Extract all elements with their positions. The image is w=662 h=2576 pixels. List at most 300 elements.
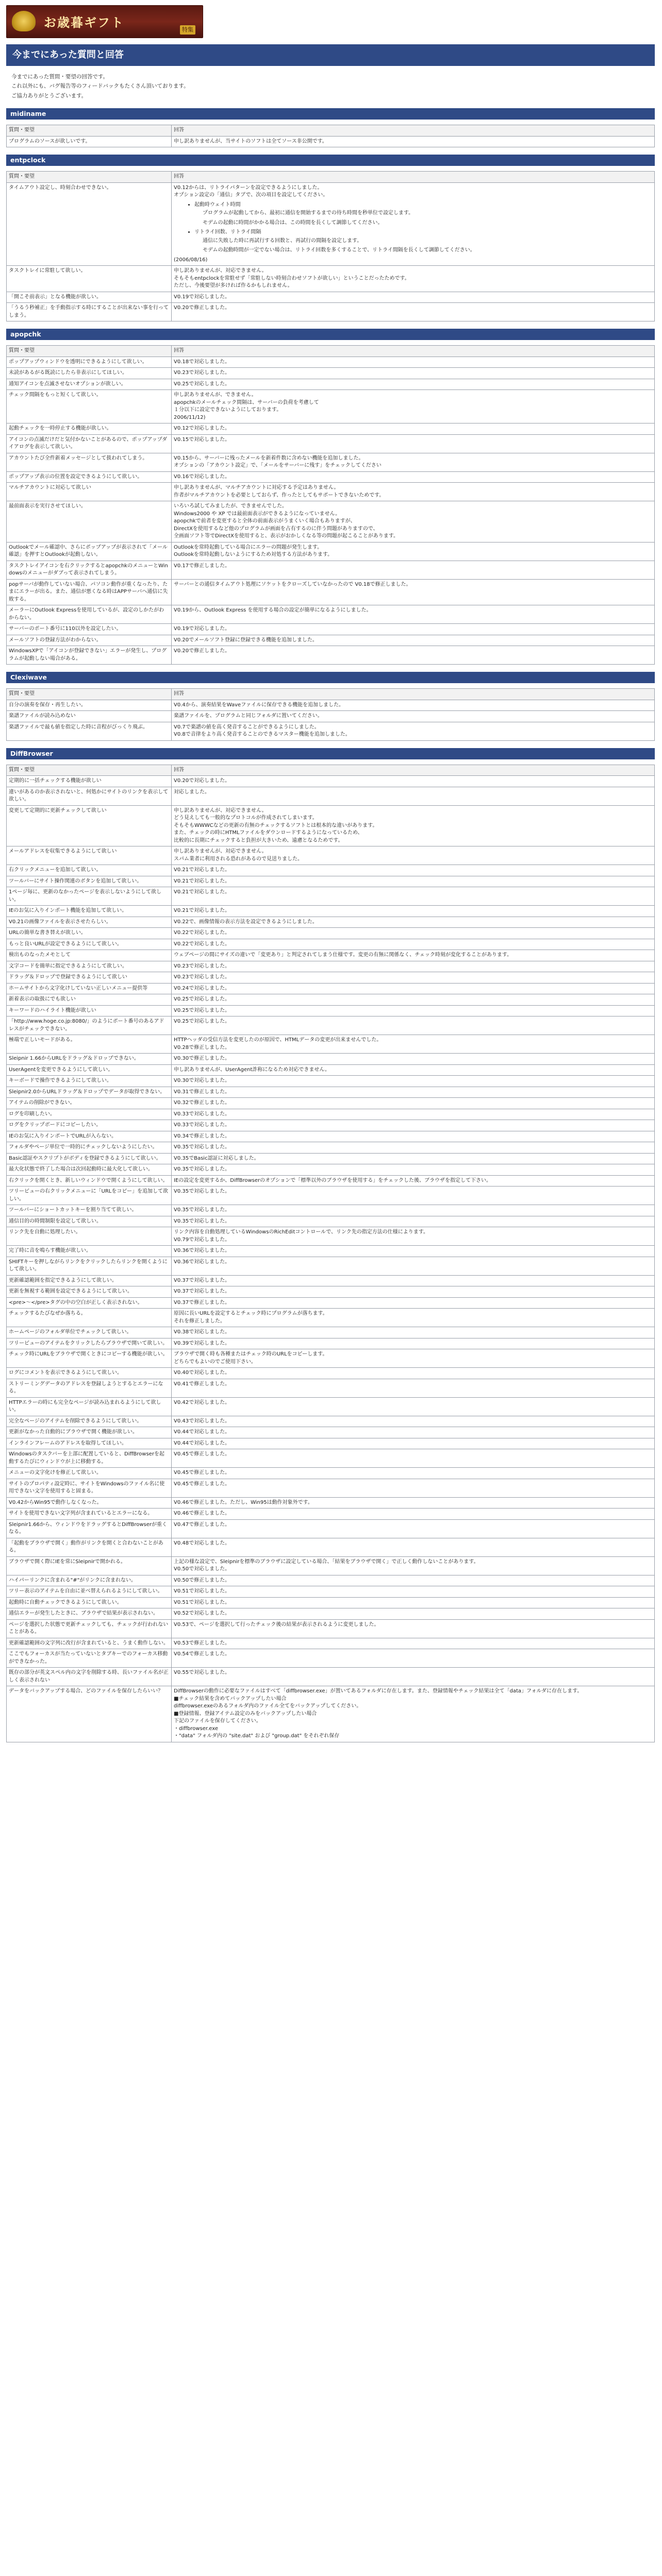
answer-cell (172, 379, 655, 390)
answer-line: V0.17で修正しました。 (174, 563, 230, 569)
question-cell: WindowsXPで「アイコンが登録できない」エラーが発生し、プログラムが起動しない場合がある。 (7, 646, 172, 665)
answer-line: V0.25で対応しました。 (174, 996, 230, 1002)
table-header-row (7, 765, 655, 776)
question-cell: IEのお気に入りインポートでURLが入らない。 (7, 1131, 172, 1142)
question-cell: マルチアカウントに対応して欲しい (7, 483, 172, 501)
answer-cell (172, 1153, 655, 1164)
answer-line: どう見えしても一般的なプロトコルが作成されてしまいます。 (174, 815, 318, 821)
qa-table-midiname (6, 125, 655, 147)
question-cell: メールソフトの登録方法がわからない。 (7, 635, 172, 646)
question-cell: ブラウザで開く際にIEを常にSleipnirで開かれる。 (7, 1556, 172, 1575)
answer-line: 申し訳ありませんが、できません。 (174, 392, 257, 398)
table-row (7, 1297, 655, 1309)
question-cell: URLの簡単な書き替えが欲しい。 (7, 928, 172, 939)
table-header-row (7, 172, 655, 183)
answer-line: ウェブページの間にサイズの違いで「変更あり」と判定されてしまう仕様です。変更の有無に関係なく、チェック時刻が変化することがあります。 (174, 952, 512, 958)
answer-line: V0.15で対応しました。 (174, 436, 230, 443)
question-cell: メニューの文字化けを修正して欲しい。 (7, 1468, 172, 1479)
answer-cell (172, 1227, 655, 1246)
answer-line: 申し訳ありませんが、当サイトのソフトは全てソース非公開です。 (174, 138, 327, 144)
question-cell: ログにコメントを表示できるようにして欲しい。 (7, 1368, 172, 1379)
table-row (7, 1338, 655, 1349)
answer-cell (172, 1438, 655, 1449)
table-row (7, 1227, 655, 1246)
table-row (7, 635, 655, 646)
answer-cell (172, 1686, 655, 1742)
answer-cell (172, 865, 655, 876)
question-cell: リンク先を自動に処理したい。 (7, 1227, 172, 1246)
question-cell: チェック間隔をもっと短くして欲しい。 (7, 390, 172, 423)
answer-cell (172, 292, 655, 303)
intro-line: ご協力ありがとうございます。 (11, 92, 87, 99)
table-row (7, 700, 655, 711)
table-row (7, 950, 655, 961)
answer-cell (172, 453, 655, 471)
table-row (7, 1187, 655, 1205)
answer-line: V0.37で対応しました。 (174, 1277, 230, 1283)
answer-line: V0.12からは、リトライパターンを設定できるようにしました。 (174, 184, 323, 191)
table-row (7, 579, 655, 605)
table-row (7, 292, 655, 303)
question-cell: popサーバが動作していない場合、パソコン動作が重くなったり、たまにエラーが出る。また、通信が悪くなる時はAPPサーバへ通信に失敗する。 (7, 579, 172, 605)
question-cell: 「開こそ前表示」となる機能が欲しい。 (7, 292, 172, 303)
answer-line: 申し訳ありませんが、UserAgent詐称になるため対応できません。 (174, 1066, 330, 1073)
answer-cell (172, 1275, 655, 1286)
answer-line: リンク内容を自動処理しているWindowsのRichEditコントロールで、リンク先の指定方法の仕様によります。 (174, 1229, 428, 1235)
answer-cell (172, 1468, 655, 1479)
answer-cell (172, 1638, 655, 1649)
table-row (7, 1275, 655, 1286)
answer-line: V0.42で対応しました。 (174, 1399, 230, 1405)
answer-line: V0.44で対応しました。 (174, 1440, 230, 1446)
answer-line: V0.53で修正しました。 (174, 1640, 230, 1646)
answer-line: V0.35で対応しました。 (174, 1207, 230, 1213)
question-cell: Sleipnir2.0からURLドラッグ＆ドロップでデータが取得できない。 (7, 1087, 172, 1098)
answer-line: V0.22で対応しました。 (174, 930, 230, 936)
question-cell: 起動チェックを一時停止する機能が欲しい。 (7, 423, 172, 435)
table-row (7, 1054, 655, 1065)
answer-cell (172, 994, 655, 1006)
answer-cell (172, 1187, 655, 1205)
answer-cell (172, 876, 655, 887)
answer-cell (172, 1368, 655, 1379)
answer-cell (172, 1076, 655, 1087)
question-cell: HTTPエラーの時にも完全なページが読み込まれるようにして欲しい。 (7, 1397, 172, 1416)
table-row (7, 1638, 655, 1649)
answer-line: V0.21で対応しました。 (174, 908, 230, 913)
table-row (7, 928, 655, 939)
answer-line: V0.35で対応しました。 (174, 1166, 230, 1172)
answer-line: Windows2000 や XP では最前面表示ができるようになっていません。 (174, 511, 341, 517)
answer-line: ■登録情報、登録アイテム設定のみをバックアップしたい場合 (174, 1710, 317, 1717)
table-row (7, 1164, 655, 1176)
answer-line: V0.12で対応しました。 (174, 426, 230, 431)
answer-cell (172, 1338, 655, 1349)
table-row (7, 776, 655, 787)
banner-tag: 特集 (180, 25, 195, 35)
question-cell: 更新確認範囲を指定できるようにして欲しい。 (7, 1275, 172, 1286)
answer-cell (172, 1397, 655, 1416)
answer-cell (172, 722, 655, 740)
answer-line: V0.8で音律をより高く発音することのできるマスター機能を追加しました。 (174, 732, 351, 737)
table-row (7, 983, 655, 994)
question-cell: Basic認証やスクリプトがボディを登録できるようにして欲しい。 (7, 1153, 172, 1164)
question-cell: V0.42からWin95で動作しなくなった。 (7, 1497, 172, 1509)
answer-cell (172, 1175, 655, 1187)
column-header-answer: 回答 (172, 172, 655, 183)
answer-line: V0.25で対応しました。 (174, 1019, 230, 1024)
question-cell: キーボードで操作できるようにして欲しい。 (7, 1076, 172, 1087)
question-cell: ポップアップ表示の位置を設定できるようにして欲しい。 (7, 471, 172, 483)
intro-text (11, 72, 651, 100)
question-cell: 通信目的の時間制限を設定して欲しい。 (7, 1216, 172, 1227)
answer-cell (172, 646, 655, 665)
answer-line: V0.53で、ページを選択して行ったチェック後の結果が表示されるように変更しました。 (174, 1621, 379, 1628)
table-row (7, 1175, 655, 1187)
answer-cell (172, 1005, 655, 1016)
answer-cell (172, 483, 655, 501)
answer-line: 申し訳ありませんが、対応できません。 (174, 807, 267, 814)
answer-line: V0.28で修正しました。 (174, 1044, 230, 1050)
question-cell: 右クリックを開くとき、新しいウィンドウで開くようにして欲しい。 (7, 1175, 172, 1187)
answer-cell (172, 1519, 655, 1538)
answer-line: 対応しました。 (174, 789, 210, 795)
table-row (7, 917, 655, 928)
table-row (7, 1257, 655, 1275)
answer-cell (172, 471, 655, 483)
question-cell: 既存の部分が英文スペル内の文字を削除する時、長いファイル名が正しく表示されない (7, 1668, 172, 1686)
question-cell: 定期的に一括チェックする機能が欲しい (7, 776, 172, 787)
answer-line: V0.20で対応しました。 (174, 778, 230, 784)
table-row (7, 483, 655, 501)
question-cell: 通知アイコンを点滅させないオプションが欲しい。 (7, 379, 172, 390)
qa-table-diffbrowser (6, 765, 655, 1742)
table-row (7, 542, 655, 561)
answer-cell (172, 434, 655, 453)
answer-line: ただし、今後要望が多ければ作るかもしれません。 (174, 283, 293, 289)
answer-line: 申し訳ありませんが、対応できません。 (174, 268, 267, 274)
answer-line: ■チェック結果を含めてバックアップしたい場合 (174, 1696, 287, 1702)
question-cell: Sleipnir1.66から、ウィンドウをドラッグするとDiffBrowserが重くなる。 (7, 1519, 172, 1538)
answer-line: １分以下に設定できないようにしております。 (174, 407, 282, 413)
gift-bow-icon (12, 11, 36, 31)
answer-line: V0.25で対応しました。 (174, 381, 230, 387)
answer-line: V0.47で修正しました。 (174, 1521, 230, 1528)
question-cell: 楽譜ファイルが読み込めない (7, 711, 172, 722)
table-row (7, 876, 655, 887)
table-row (7, 722, 655, 740)
question-cell: Windowsのタスクバーを上部に配置していると、DiffBrowserを起動するたびにウィンドウが上に移動する。 (7, 1449, 172, 1468)
table-row (7, 1397, 655, 1416)
question-cell: インラインフレームのアドレスを取得してほしい。 (7, 1438, 172, 1449)
question-cell: ログをクリップボードにコピーしたい。 (7, 1120, 172, 1131)
answer-line: V0.33で対応しました。 (174, 1111, 230, 1117)
answer-line: V0.37で対応しました。 (174, 1289, 230, 1294)
answer-line: V0.50で対応しました。 (174, 1566, 230, 1572)
answer-cell (172, 1286, 655, 1298)
answer-line: 下記のファイルを保存してください。 (174, 1718, 261, 1724)
question-cell: 検出ものなったメモとして (7, 950, 172, 961)
question-cell: タスクトレイアイコンを右クリックするとapopchkのメニューとWindowsのメニューがダブって表示されてしまう。 (7, 561, 172, 579)
answer-cell (172, 1309, 655, 1327)
question-cell: サイトのプロパティ設定時に、サイトをWindowsのファイル名に使用できない文字を使用すると固まる。 (7, 1479, 172, 1497)
question-cell: 完全なページのアイテムを削除できるようにして欲しい。 (7, 1416, 172, 1427)
question-cell: 変更して定期的に更新チェックして欲しい (7, 805, 172, 846)
column-header-answer: 回答 (172, 689, 655, 700)
answer-cell (172, 1509, 655, 1520)
table-row (7, 1246, 655, 1257)
answer-line: どちらでもよいのでご使用下さい。 (174, 1359, 256, 1365)
answer-cell (172, 1246, 655, 1257)
question-cell: Outlookでメール確認中、さらにポップアップが表示されて「メール確認」を押すとOutlookが起動しない。 (7, 542, 172, 561)
answer-line: そもそもentpclockを常駐せず「常駐しない時刻合わせソフトが欲しい」ということだったためです。 (174, 275, 410, 281)
table-row (7, 1575, 655, 1586)
question-cell: 更新確認範囲の文字列に改行が含まれていると、うまく動作しない。 (7, 1638, 172, 1649)
answer-line: 申し訳ありませんが、マルチアカウントに対応する予定はありません。 (174, 485, 339, 490)
answer-line: V0.20でメールソフト登録に登録できる機能を追加しました。 (174, 637, 318, 643)
answer-line: V0.51で対応しました。 (174, 1599, 230, 1605)
question-cell: ホームサイトから文字化けしていない正しいメニュー提供等 (7, 983, 172, 994)
gift-banner-ad[interactable] (6, 5, 203, 38)
table-row (7, 368, 655, 379)
answer-line: diffbrowser.exeのあるフォルダ内のファイル全てをバックアップしてください。 (174, 1703, 362, 1709)
answer-line: V0.35でBasic認証に対応しました。 (174, 1155, 259, 1161)
table-row (7, 423, 655, 435)
table-row (7, 1142, 655, 1154)
table-row (7, 1519, 655, 1538)
table-row (7, 865, 655, 876)
answer-cell (172, 700, 655, 711)
table-row (7, 501, 655, 543)
question-cell: 新着表示の取扱にでも欲しい (7, 994, 172, 1006)
answer-cell (172, 1479, 655, 1497)
answer-line: ・diffbrowser.exe (174, 1725, 219, 1732)
answer-line: サーバーとの通信タイムアウト処理にソケットをクローズしていなかったので V0.18で修正しました。 (174, 581, 411, 587)
answer-line: V0.40で対応しました。 (174, 1370, 230, 1376)
answer-line: V0.16で対応しました。 (174, 473, 230, 480)
answer-cell (172, 501, 655, 543)
question-cell: V0.21の画像ファイルを表示させたらしい。 (7, 917, 172, 928)
answer-line: (2006/08/16) (174, 257, 208, 263)
section-header-entpclock: entpclock (6, 155, 655, 166)
table-row (7, 887, 655, 906)
question-cell: 1ページ毎に、更新のなかったページを表示しないようにして欲しい。 (7, 887, 172, 906)
answer-cell (172, 1216, 655, 1227)
table-row (7, 1131, 655, 1142)
answer-cell (172, 579, 655, 605)
question-cell: 通信エラーが発生したときに、ブラウザで結果が表示されない。 (7, 1608, 172, 1620)
section-header-midiname: midiname (6, 108, 655, 120)
answer-line: V0.23で対応しました。 (174, 963, 230, 969)
answer-line: V0.7で楽譜の値を高く発音することができるようにしました。 (174, 724, 320, 730)
answer-cell (172, 1379, 655, 1397)
answer-line: Outlookを常時起動している場合にエラーの問題が発生します。 (174, 544, 323, 550)
answer-cell (172, 887, 655, 906)
answer-list-item: • リトライ回数、リトライ間隔 (194, 229, 652, 236)
answer-cell (172, 136, 655, 147)
answer-line: HTTPヘッダの受信方法を変更したのが原因で、HTMLデータの変更が出来ませんでした。 (174, 1037, 382, 1043)
answer-cell (172, 1427, 655, 1438)
answer-line: V0.37で修正しました。 (174, 1299, 230, 1306)
table-row (7, 1608, 655, 1620)
column-header-answer: 回答 (172, 346, 655, 357)
question-cell: ツリービューのアイテムをクリックしたらブラウザで開いて欲しい。 (7, 1338, 172, 1349)
section-header-diffbrowser: DiffBrowser (6, 748, 655, 759)
answer-line: V0.35で対応しました。 (174, 1218, 230, 1224)
answer-cell (172, 928, 655, 939)
answer-line: V0.20で修正しました。 (174, 648, 230, 654)
table-row (7, 1427, 655, 1438)
answer-cell (172, 1538, 655, 1556)
answer-cell (172, 906, 655, 917)
table-row (7, 1416, 655, 1427)
table-row (7, 1035, 655, 1054)
question-cell: ページを選択した状態で更新チェックしても、チェックが行われないことがある。 (7, 1619, 172, 1638)
qa-table-apopchk (6, 345, 655, 665)
answer-cell (172, 1164, 655, 1176)
table-row (7, 1468, 655, 1479)
question-cell: タイムアウト設定し、時刻合わせできない。 (7, 182, 172, 266)
answer-line: V0.30で修正しました。 (174, 1056, 230, 1061)
answer-line: V0.19で対応しました。 (174, 294, 230, 300)
answer-cell (172, 961, 655, 972)
question-cell: 違いがあるのか表示されないと、何処かにサイトのリンクを表示して欲しい。 (7, 787, 172, 805)
question-cell: ハイパーリンクに含まれる"#"がリンクに含まれない。 (7, 1575, 172, 1586)
table-row (7, 906, 655, 917)
answer-cell (172, 776, 655, 787)
answer-cell (172, 1556, 655, 1575)
question-cell: 楽譜ファイルで最も値を指定した時に音程がびっくり飛ぶ。 (7, 722, 172, 740)
table-row (7, 711, 655, 722)
page-title: 今までにあった質問と回答 (6, 44, 655, 66)
table-row (7, 1686, 655, 1742)
question-cell: アカウントたび全件新着メッセージとして扱われてしまう。 (7, 453, 172, 471)
answer-line: V0.50で修正しました。 (174, 1577, 230, 1583)
answer-line: apopchkのメールチェック間隔は、サーバーの負荷を考慮して (174, 399, 319, 405)
table-row (7, 1449, 655, 1468)
question-cell: 「うるう秒補正」を手動指示する時にすることが出来ない事を行ってしまう。 (7, 303, 172, 321)
answer-cell (172, 635, 655, 646)
answer-line: V0.18で対応しました。 (174, 359, 230, 365)
answer-line: V0.25で対応しました。 (174, 1007, 230, 1013)
table-row (7, 1509, 655, 1520)
answer-line: V0.21で対応しました。 (174, 867, 230, 873)
answer-cell (172, 1608, 655, 1620)
column-header-question: 質問・要望 (7, 765, 172, 776)
answer-line: 全画面ソフト等でDirectXを使用すると、表示がおかしくなる等の問題が起こることがあります。 (174, 533, 399, 539)
table-row (7, 471, 655, 483)
answer-line: V0.46で修正しました。 (174, 1511, 230, 1516)
table-header-row (7, 125, 655, 137)
table-row (7, 1076, 655, 1087)
answer-cell (172, 1205, 655, 1216)
table-row (7, 1479, 655, 1497)
question-cell: メールアドレスを収集できるようにして欲しい (7, 846, 172, 865)
question-cell: サイトを使用できない文字列が含まれているとエラーになる。 (7, 1509, 172, 1520)
question-cell: UserAgentを変更できるようにして欲しい。 (7, 1064, 172, 1076)
answer-line: V0.45で修正しました。 (174, 1470, 230, 1476)
question-cell: チェックするたびなぜか落ちる。 (7, 1309, 172, 1327)
question-cell: 最前面表示を実行させてほしい。 (7, 501, 172, 543)
answer-cell (172, 787, 655, 805)
answer-line: V0.4から、演奏結果をWaveファイルに保存できる機能を追加しました。 (174, 702, 344, 708)
answer-cell (172, 182, 655, 266)
question-cell: 右クリックメニューを追加して欲しい。 (7, 865, 172, 876)
answer-cell (172, 950, 655, 961)
table-row (7, 1064, 655, 1076)
answer-line: V0.51で対応しました。 (174, 1588, 230, 1594)
answer-cell (172, 357, 655, 368)
answer-cell (172, 1449, 655, 1468)
answer-list-item: モデムの起動時間が一定でない場合は、リトライ回数を多くすることで、リトライ間隔を長くして調節してください。 (203, 247, 475, 253)
answer-list-item: 通信に失敗した時に再試行する回数と、再試行の間隔を設定します。 (203, 238, 362, 244)
table-row (7, 1368, 655, 1379)
answer-cell (172, 1575, 655, 1586)
table-row (7, 1349, 655, 1368)
table-row (7, 846, 655, 865)
qa-table-clexiwave (6, 688, 655, 741)
question-cell: ここでもフォーカスが当たっていないとタブキーでのフォーカス移動ができなかった。 (7, 1649, 172, 1668)
table-row (7, 357, 655, 368)
table-row (7, 1556, 655, 1575)
answer-cell (172, 1668, 655, 1686)
table-row (7, 994, 655, 1006)
answer-line: V0.20で修正しました。 (174, 305, 230, 311)
question-cell: 文字コードを簡単に指定できるようにして欲しい。 (7, 961, 172, 972)
answer-cell (172, 1327, 655, 1338)
section-header-clexiwave: Clexiwave (6, 672, 655, 683)
answer-cell (172, 1586, 655, 1598)
column-header-answer: 回答 (172, 765, 655, 776)
answer-cell (172, 1016, 655, 1035)
question-cell: ツールバーにショートカットキーを割り当てて欲しい。 (7, 1205, 172, 1216)
table-header-row (7, 346, 655, 357)
question-cell: キーワードのハイライト機能が欲しい (7, 1005, 172, 1016)
table-row (7, 1098, 655, 1109)
intro-line: 今までにあった質問・要望の回答です。 (11, 74, 109, 80)
answer-line: V0.55で対応しました。 (174, 1670, 230, 1675)
answer-cell (172, 1087, 655, 1098)
answer-line: V0.23で対応しました。 (174, 974, 230, 980)
answer-cell (172, 542, 655, 561)
answer-line: V0.33で対応しました。 (174, 1122, 230, 1128)
answer-line: また、チェックの時にHTMLファイルをダウンロードするようになっているため、 (174, 830, 363, 836)
table-row (7, 453, 655, 471)
answer-cell (172, 983, 655, 994)
answer-cell (172, 1497, 655, 1509)
answer-cell (172, 1619, 655, 1638)
answer-cell (172, 939, 655, 950)
banner-text: お歳暮ギフト (44, 15, 124, 30)
table-row (7, 1327, 655, 1338)
answer-line: V0.34で修正しました。 (174, 1133, 230, 1139)
answer-cell (172, 561, 655, 579)
table-row (7, 1120, 655, 1131)
table-row (7, 961, 655, 972)
qa-table-entpclock (6, 171, 655, 321)
question-cell: 更新を無視する範囲を設定できるようにして欲しい。 (7, 1286, 172, 1298)
answer-cell (172, 1109, 655, 1120)
answer-cell (172, 266, 655, 292)
table-row (7, 434, 655, 453)
table-row (7, 1668, 655, 1686)
table-row (7, 624, 655, 635)
question-cell: プログラムのソースが欲しいです。 (7, 136, 172, 147)
answer-cell (172, 711, 655, 722)
question-cell: データをバックアップする場合、どのファイルを保存したらいい？ (7, 1686, 172, 1742)
section-header-apopchk: apopchk (6, 329, 655, 340)
question-cell: ログを印刷したい。 (7, 1109, 172, 1120)
